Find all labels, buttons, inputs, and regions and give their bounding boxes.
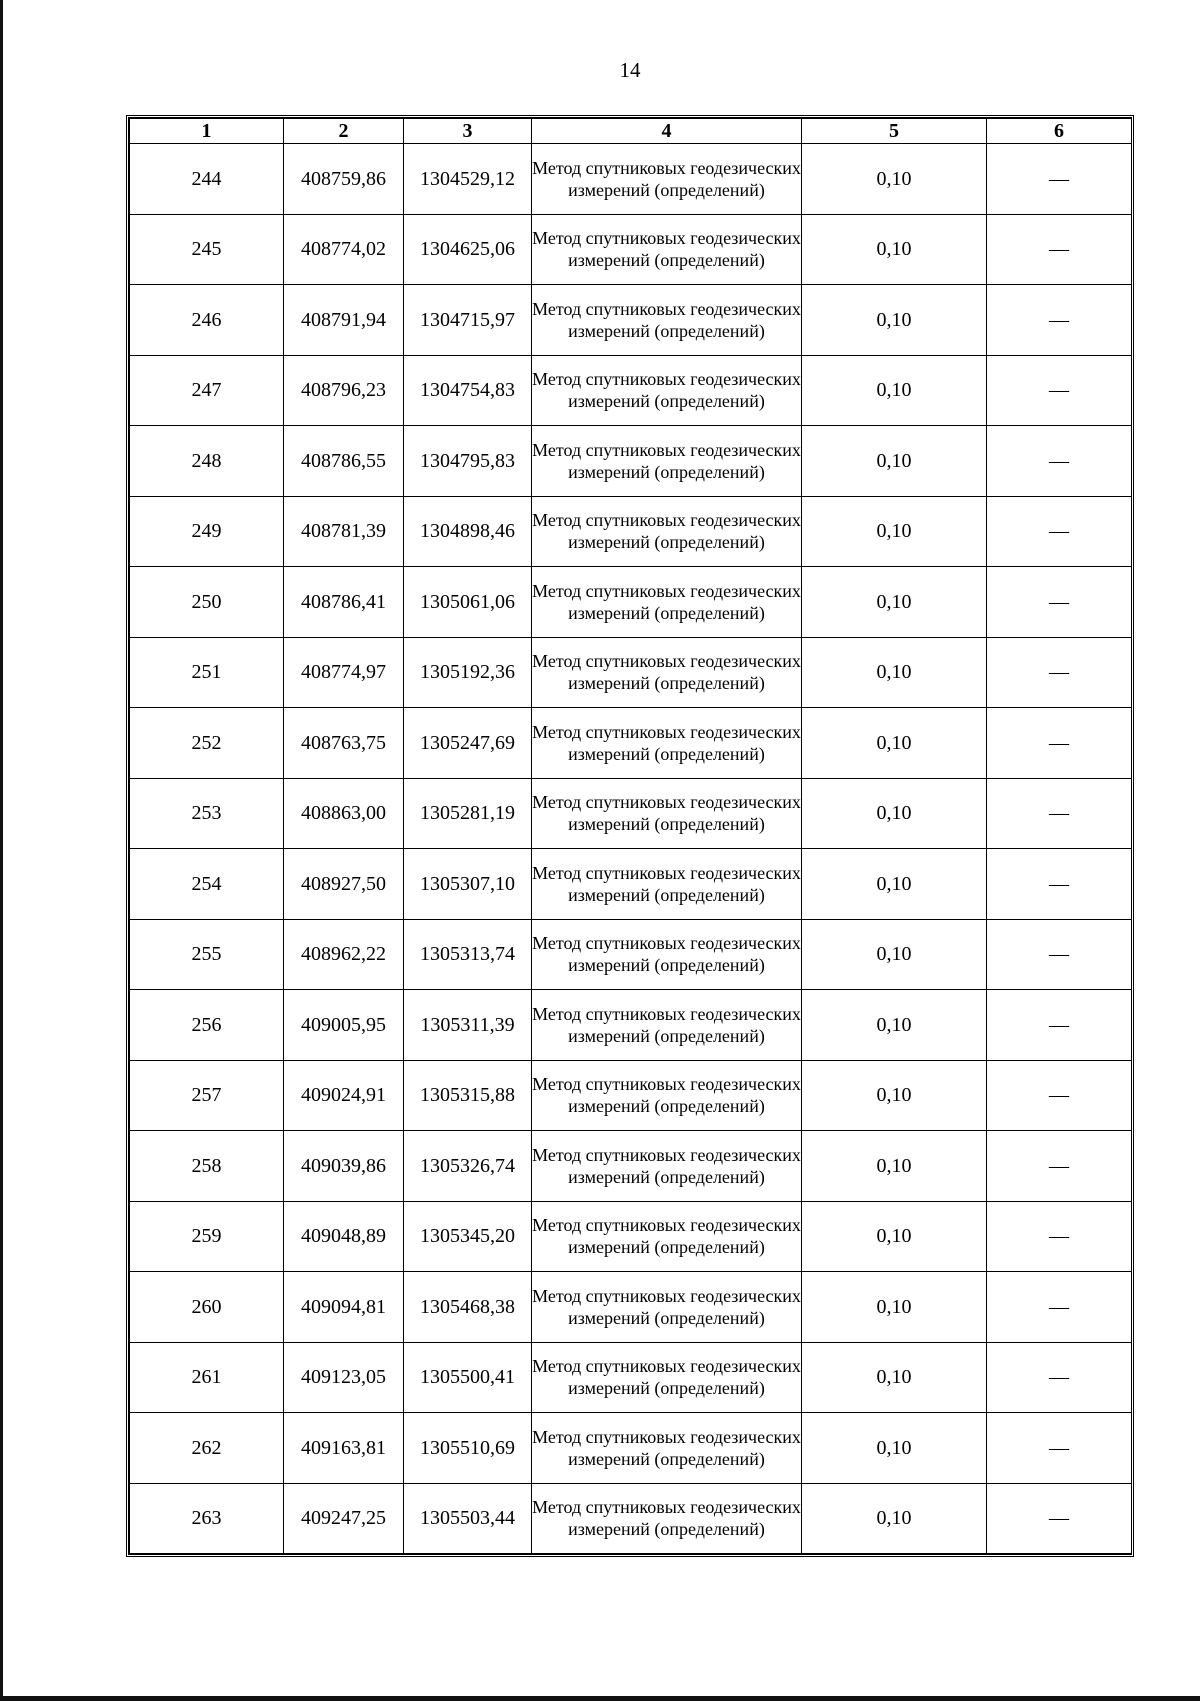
coordinates-table <box>129 118 1132 1554</box>
note-cell: — <box>987 778 1132 849</box>
header-col-3: 3 <box>404 119 532 144</box>
note-cell: — <box>987 1413 1132 1484</box>
coordinate-y-cell: 1305500,41 <box>404 1342 532 1413</box>
coordinate-x-cell: 409247,25 <box>284 1483 404 1554</box>
accuracy-cell: 0,10 <box>802 1483 987 1554</box>
coordinate-x-cell: 408774,97 <box>284 637 404 708</box>
point-number-cell: 254 <box>130 849 284 920</box>
note-cell: — <box>987 1483 1132 1554</box>
method-cell: Метод спутниковых геодезических измерений (определений) <box>532 1413 802 1484</box>
coordinate-y-cell: 1305307,10 <box>404 849 532 920</box>
accuracy-cell: 0,10 <box>802 426 987 497</box>
point-number-cell: 258 <box>130 1131 284 1202</box>
point-number-cell: 255 <box>130 919 284 990</box>
note-cell: — <box>987 990 1132 1061</box>
table-row <box>130 849 1132 920</box>
table-row <box>130 1060 1132 1131</box>
point-number-cell: 263 <box>130 1483 284 1554</box>
coordinate-y-cell: 1305281,19 <box>404 778 532 849</box>
coordinate-x-cell: 409123,05 <box>284 1342 404 1413</box>
method-cell: Метод спутниковых геодезических измерений (определений) <box>532 708 802 779</box>
method-cell: Метод спутниковых геодезических измерений (определений) <box>532 778 802 849</box>
table-row <box>130 355 1132 426</box>
coordinate-y-cell: 1305311,39 <box>404 990 532 1061</box>
coordinate-x-cell: 409048,89 <box>284 1201 404 1272</box>
method-cell: Метод спутниковых геодезических измерений (определений) <box>532 1060 802 1131</box>
method-cell: Метод спутниковых геодезических измерений (определений) <box>532 990 802 1061</box>
note-cell: — <box>987 567 1132 638</box>
table-row <box>130 919 1132 990</box>
method-cell: Метод спутниковых геодезических измерений (определений) <box>532 496 802 567</box>
note-cell: — <box>987 214 1132 285</box>
coordinate-x-cell: 409039,86 <box>284 1131 404 1202</box>
accuracy-cell: 0,10 <box>802 355 987 426</box>
accuracy-cell: 0,10 <box>802 778 987 849</box>
page-number: 14 <box>619 58 641 82</box>
accuracy-cell: 0,10 <box>802 144 987 215</box>
note-cell: — <box>987 708 1132 779</box>
table-row <box>130 778 1132 849</box>
coordinate-x-cell: 409024,91 <box>284 1060 404 1131</box>
note-cell: — <box>987 1342 1132 1413</box>
coordinate-x-cell: 408791,94 <box>284 285 404 356</box>
note-cell: — <box>987 849 1132 920</box>
note-cell: — <box>987 144 1132 215</box>
point-number-cell: 261 <box>130 1342 284 1413</box>
table-row <box>130 1342 1132 1413</box>
note-cell: — <box>987 1131 1132 1202</box>
accuracy-cell: 0,10 <box>802 496 987 567</box>
table-row <box>130 144 1132 215</box>
point-number-cell: 262 <box>130 1413 284 1484</box>
coordinate-y-cell: 1305061,06 <box>404 567 532 638</box>
method-cell: Метод спутниковых геодезических измерений (определений) <box>532 1201 802 1272</box>
coordinate-x-cell: 409094,81 <box>284 1272 404 1343</box>
accuracy-cell: 0,10 <box>802 849 987 920</box>
point-number-cell: 249 <box>130 496 284 567</box>
coordinate-y-cell: 1305468,38 <box>404 1272 532 1343</box>
accuracy-cell: 0,10 <box>802 637 987 708</box>
point-number-cell: 245 <box>130 214 284 285</box>
point-number-cell: 253 <box>130 778 284 849</box>
point-number-cell: 259 <box>130 1201 284 1272</box>
coordinate-y-cell: 1304754,83 <box>404 355 532 426</box>
coordinate-x-cell: 408763,75 <box>284 708 404 779</box>
accuracy-cell: 0,10 <box>802 1131 987 1202</box>
accuracy-cell: 0,10 <box>802 708 987 779</box>
coordinate-x-cell: 408759,86 <box>284 144 404 215</box>
note-cell: — <box>987 1272 1132 1343</box>
header-col-5: 5 <box>802 119 987 144</box>
coordinate-y-cell: 1304529,12 <box>404 144 532 215</box>
point-number-cell: 257 <box>130 1060 284 1131</box>
table-row <box>130 1413 1132 1484</box>
coordinate-x-cell: 409005,95 <box>284 990 404 1061</box>
coordinate-y-cell: 1305313,74 <box>404 919 532 990</box>
method-cell: Метод спутниковых геодезических измерений (определений) <box>532 1342 802 1413</box>
accuracy-cell: 0,10 <box>802 1342 987 1413</box>
method-cell: Метод спутниковых геодезических измерений (определений) <box>532 849 802 920</box>
table-row <box>130 285 1132 356</box>
coordinate-y-cell: 1305247,69 <box>404 708 532 779</box>
accuracy-cell: 0,10 <box>802 1060 987 1131</box>
note-cell: — <box>987 285 1132 356</box>
coordinate-y-cell: 1305510,69 <box>404 1413 532 1484</box>
table-row <box>130 1483 1132 1554</box>
header-col-2: 2 <box>284 119 404 144</box>
table-row <box>130 426 1132 497</box>
coordinate-y-cell: 1305326,74 <box>404 1131 532 1202</box>
method-cell: Метод спутниковых геодезических измерений (определений) <box>532 1131 802 1202</box>
note-cell: — <box>987 637 1132 708</box>
coordinate-x-cell: 408781,39 <box>284 496 404 567</box>
coordinate-y-cell: 1304898,46 <box>404 496 532 567</box>
table-row <box>130 214 1132 285</box>
header-col-1: 1 <box>130 119 284 144</box>
coordinate-y-cell: 1304625,06 <box>404 214 532 285</box>
note-cell: — <box>987 496 1132 567</box>
coordinate-x-cell: 408796,23 <box>284 355 404 426</box>
table-row <box>130 990 1132 1061</box>
accuracy-cell: 0,10 <box>802 1413 987 1484</box>
coordinate-x-cell: 408774,02 <box>284 214 404 285</box>
coordinates-table-frame <box>126 115 1134 1557</box>
method-cell: Метод спутниковых геодезических измерений (определений) <box>532 567 802 638</box>
header-col-6: 6 <box>987 119 1132 144</box>
accuracy-cell: 0,10 <box>802 1272 987 1343</box>
table-row <box>130 1131 1132 1202</box>
accuracy-cell: 0,10 <box>802 285 987 356</box>
point-number-cell: 252 <box>130 708 284 779</box>
method-cell: Метод спутниковых геодезических измерений (определений) <box>532 144 802 215</box>
accuracy-cell: 0,10 <box>802 919 987 990</box>
accuracy-cell: 0,10 <box>802 1201 987 1272</box>
table-row <box>130 708 1132 779</box>
note-cell: — <box>987 1060 1132 1131</box>
method-cell: Метод спутниковых геодезических измерений (определений) <box>532 637 802 708</box>
coordinate-x-cell: 408786,41 <box>284 567 404 638</box>
header-row <box>130 119 1132 144</box>
point-number-cell: 244 <box>130 144 284 215</box>
coordinate-y-cell: 1304795,83 <box>404 426 532 497</box>
method-cell: Метод спутниковых геодезических измерений (определений) <box>532 355 802 426</box>
point-number-cell: 246 <box>130 285 284 356</box>
method-cell: Метод спутниковых геодезических измерений (определений) <box>532 285 802 356</box>
note-cell: — <box>987 919 1132 990</box>
header-col-4: 4 <box>532 119 802 144</box>
point-number-cell: 256 <box>130 990 284 1061</box>
table-row <box>130 1272 1132 1343</box>
coordinate-x-cell: 408962,22 <box>284 919 404 990</box>
point-number-cell: 260 <box>130 1272 284 1343</box>
point-number-cell: 251 <box>130 637 284 708</box>
note-cell: — <box>987 426 1132 497</box>
point-number-cell: 247 <box>130 355 284 426</box>
accuracy-cell: 0,10 <box>802 214 987 285</box>
accuracy-cell: 0,10 <box>802 990 987 1061</box>
table-row <box>130 637 1132 708</box>
method-cell: Метод спутниковых геодезических измерений (определений) <box>532 919 802 990</box>
method-cell: Метод спутниковых геодезических измерений (определений) <box>532 1483 802 1554</box>
scan-edge-bottom <box>0 1696 1200 1701</box>
table-row <box>130 567 1132 638</box>
table-row <box>130 1201 1132 1272</box>
coordinate-y-cell: 1305345,20 <box>404 1201 532 1272</box>
coordinate-y-cell: 1305192,36 <box>404 637 532 708</box>
method-cell: Метод спутниковых геодезических измерений (определений) <box>532 426 802 497</box>
method-cell: Метод спутниковых геодезических измерений (определений) <box>532 214 802 285</box>
coordinate-x-cell: 409163,81 <box>284 1413 404 1484</box>
note-cell: — <box>987 1201 1132 1272</box>
accuracy-cell: 0,10 <box>802 567 987 638</box>
point-number-cell: 248 <box>130 426 284 497</box>
note-cell: — <box>987 355 1132 426</box>
coordinate-y-cell: 1304715,97 <box>404 285 532 356</box>
coordinate-y-cell: 1305503,44 <box>404 1483 532 1554</box>
scan-edge-left <box>0 0 3 1701</box>
method-cell: Метод спутниковых геодезических измерений (определений) <box>532 1272 802 1343</box>
table-body <box>130 144 1132 1554</box>
coordinate-y-cell: 1305315,88 <box>404 1060 532 1131</box>
coordinate-x-cell: 408786,55 <box>284 426 404 497</box>
table-row <box>130 496 1132 567</box>
point-number-cell: 250 <box>130 567 284 638</box>
coordinate-x-cell: 408863,00 <box>284 778 404 849</box>
coordinate-x-cell: 408927,50 <box>284 849 404 920</box>
